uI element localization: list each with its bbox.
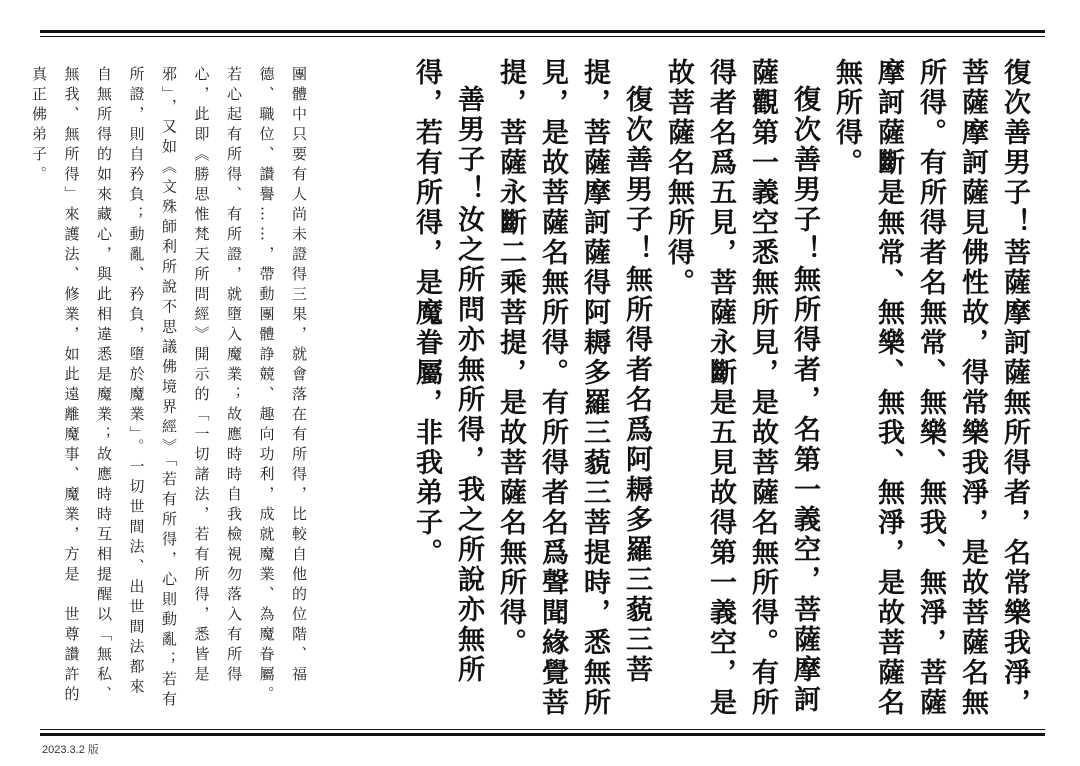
version-footer: 2023.3.2 版 <box>42 744 99 756</box>
bottom-rule-thick <box>40 733 1045 736</box>
sutra-paragraph-1: 復次善男子！菩薩摩訶薩無所得者，名常樂我淨，菩薩摩訶薩見佛性故，得常樂我淨，是故菩薩名無所得。有所得者名無常、無樂、無我、無淨，菩薩摩訶薩斷是無常、無樂、無我、無淨，是故菩薩名無所得。 <box>831 58 1030 718</box>
sutra-paragraph-2: 復次善男子！無所得者，名第一義空，菩薩摩訶薩觀第一義空悉無所見，是故菩薩名無所得。有所得者名爲五見，菩薩永斷是五見故得第一義空，是故菩薩名無所得。 <box>663 58 820 718</box>
top-rule-thin <box>40 36 1045 37</box>
commentary-paragraph: 團體中只要有人尚未證得三果，就會落在有所得，比較自他的位階、福德、職位、讚譽……，帶動團體諍競、趣向功利，成就魔業、為魔眷屬。若心起有所得、有所證，就墮入魔業；故應時時自我檢視勿落入有所得心，此即《勝思惟梵天所問經》開示的「一切諸法，若有所得，悉皆是邪」，又如《文殊師利所說不思議佛境界經》「若有所得，心則動亂；若有所證，則自矜負；動亂、矜負，墮於魔業」。一切世間法、出世間法都來自無所得的如來藏心，與此相違悉是魔業；故應時時互相提醒以「無私、無我、無所得」來護法、修業，如此遠離魔事、魔業，方是 世尊讚許的真正佛弟子。 <box>30 66 308 711</box>
sutra-main-text <box>345 58 1035 718</box>
sutra-paragraph-3: 復次善男子！無所得者名爲阿耨多羅三藐三菩提，菩薩摩訶薩得阿耨多羅三藐三菩提時，悉無所見，是故菩薩名無所得。有所得者名爲聲聞緣覺菩提，菩薩永斷二乘菩提，是故菩薩名無所得。 <box>495 58 652 718</box>
bottom-rule-thin <box>40 729 1045 730</box>
commentary-note <box>30 66 315 716</box>
top-rule-thick <box>40 30 1045 33</box>
sutra-paragraph-4: 善男子！汝之所問亦無所得，我之所說亦無所得，若有所得，是魔眷屬，非我弟子。 <box>411 58 484 685</box>
